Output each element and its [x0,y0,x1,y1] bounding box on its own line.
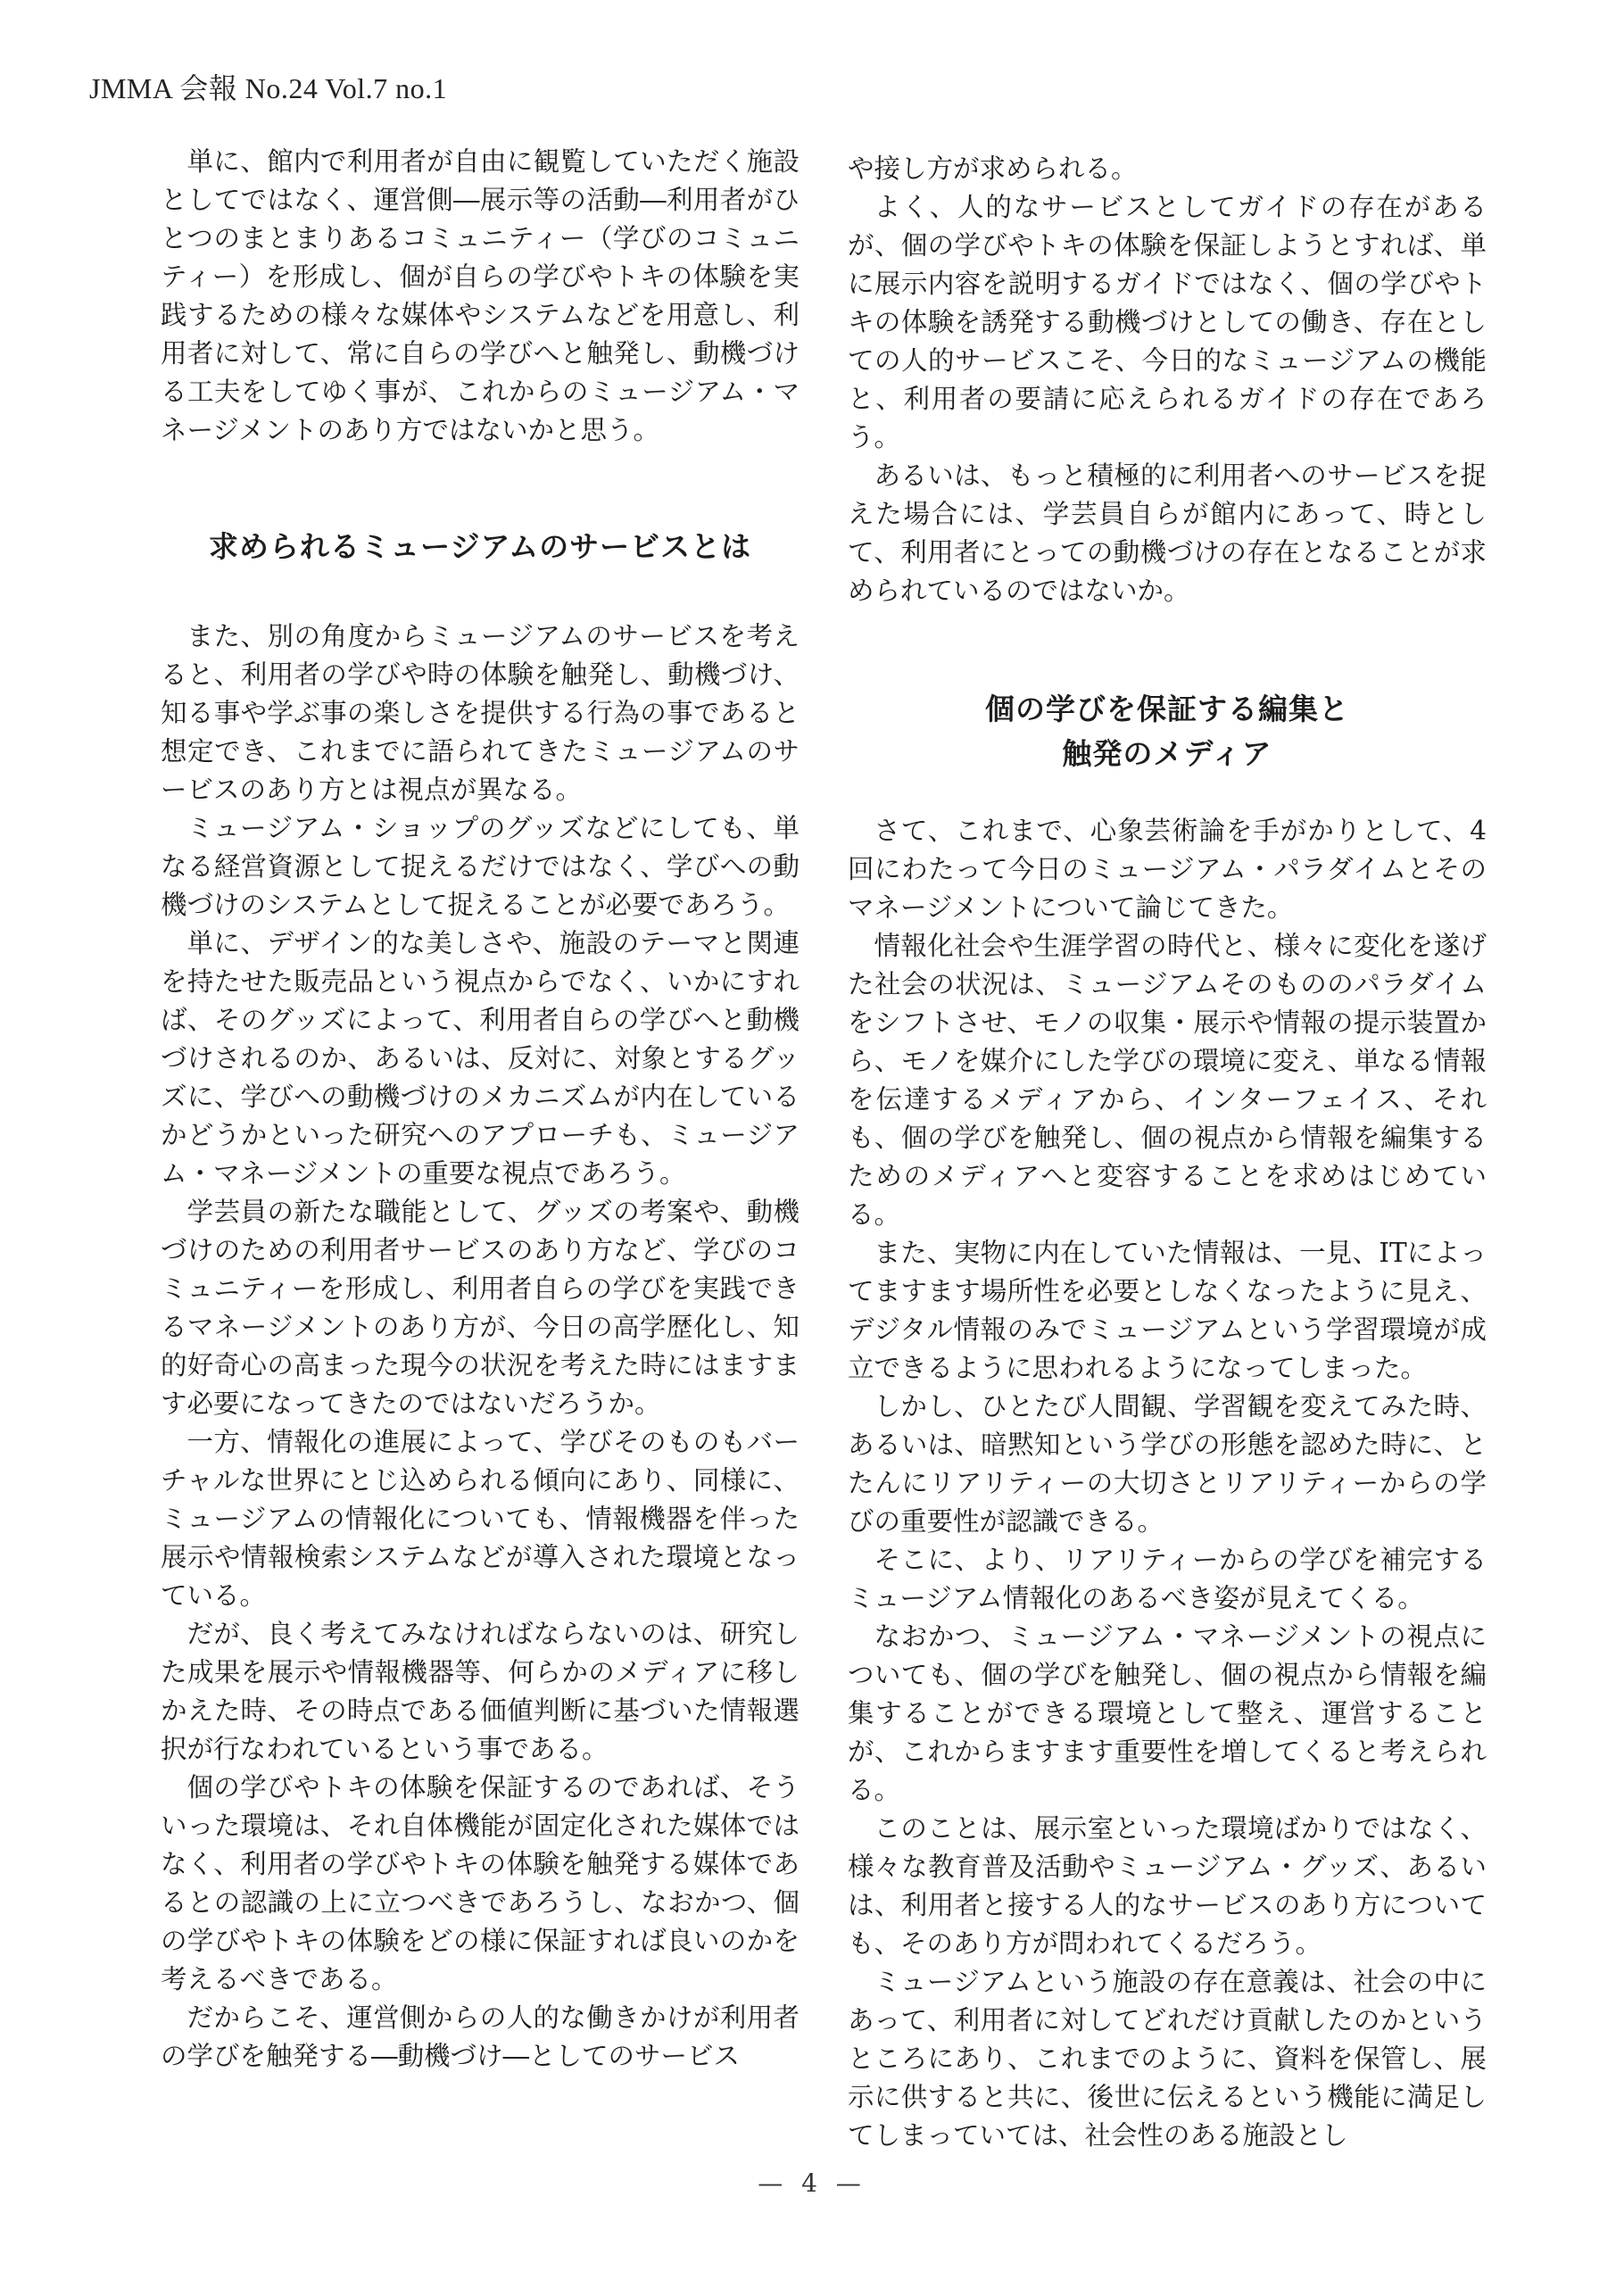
paragraph: だからこそ、運営側からの人的な働きかけが利用者の学びを触発する―動機づけ―としてのサービス [161,2002,800,2071]
section-heading-line-1: 個の学びを保証する編集と [985,692,1349,726]
paragraph: 個の学びやトキの体験を保証するのであれば、そういった環境は、それ自体機能が固定化された媒体ではなく、利用者の学びやトキの体験を触発する媒体であるとの認識の上に立つべきであろうし、なおかつ、個の学びやトキの体験をどの様に保証すれば良いのかを考えるべきである。 [161,1772,800,1994]
paragraph: ミュージアム・ショップのグッズなどにしても、単なる経営資源として捉えるだけではなく、学びへの動機づけのシステムとして捉えることが必要であろう。 [161,813,800,920]
paragraph: だが、良く考えてみなければならないのは、研究した成果を展示や情報機器等、何らかのメディアに移しかえた時、その時点である価値判断に基づいた情報選択が行なわれているという事である。 [161,1619,800,1764]
journal-header: JMMA 会報 No.24 Vol.7 no.1 [89,72,448,104]
left-column [161,143,800,2076]
paragraph: 単に、デザイン的な美しさや、施設のテーマと関連を持たせた販売品という視点からでなく、いかにすれば、そのグッズによって、利用者自らの学びへと動機づけされるのか、あるいは、反対に、対象とするグッズに、学びへの動機づけのメカニズムが内在しているかどうかといった研究へのアプローチも、ミュージアム・マネージメントの重要な視点であろう。 [161,928,800,1189]
paragraph: また、実物に内在していた情報は、一見、ITによってますます場所性を必要としなくなったように見え、デジタル情報のみでミュージアムという学習環境が成立できるように思われるようになってしまった。 [848,1238,1487,1383]
paragraph: ミュージアムという施設の存在意義は、社会の中にあって、利用者に対してどれだけ貢献したのかというところにあり、これまでのように、資料を保管し、展示に供すると共に、後世に伝えるという機能に満足してしまっていては、社会性のある施設とし [848,1967,1487,2151]
paragraph: そこに、より、リアリティーからの学びを補完するミュージアム情報化のあるべき姿が見えてくる。 [848,1545,1487,1613]
paragraph: 単に、館内で利用者が自由に観覧していただく施設としてではなく、運営側―展示等の活動―利用者がひとつのまとまりあるコミュニティー（学びのコミュニティー）を形成し、個が自らの学びやトキの体験を実践するための様々な媒体やシステムなどを用意し、利用者に対して、常に自らの学びへと触発し、動機づける工夫をしてゆく事が、これからのミュージアム・マネージメントのあり方ではないかと思う。 [161,146,800,445]
section-heading-line-2: 触発のメディア [1062,736,1272,771]
paragraph: 一方、情報化の進展によって、学びそのものもバーチャルな世界にとじ込められる傾向にあり、同様に、ミュージアムの情報化についても、情報機器を伴った展示や情報検索システムなどが導入された環境となっている。 [161,1427,800,1611]
paragraph: このことは、展示室といった環境ばかりではなく、様々な教育普及活動やミュージアム・グッズ、あるいは、利用者と接する人的なサービスのあり方についても、そのあり方が問われてくるだろう。 [848,1813,1487,1959]
paragraph: あるいは、もっと積極的に利用者へのサービスを捉えた場合には、学芸員自らが館内にあって、時として、利用者にとっての動機づけの存在となることが求められているのではないか。 [848,460,1487,606]
paragraph: 学芸員の新たな職能として、グッズの考案や、動機づけのための利用者サービスのあり方など、学びのコミュニティーを形成し、利用者自らの学びを実践できるマネージメントのあり方が、今日の高学歴化し、知的好奇心の高まった現今の状況を考えた時にはますます必要になってきたのではないだろうか。 [161,1197,800,1419]
paragraph: なおかつ、ミュージアム・マネージメントの視点についても、個の学びを触発し、個の視点から情報を編集することができる環境として整え、運営することが、これからますます重要性を増してくると考えられる。 [848,1621,1487,1805]
paragraph: 情報化社会や生涯学習の時代と、様々に変化を遂げた社会の状況は、ミュージアムそのもののパラダイムをシフトさせ、モノの収集・展示や情報の提示装置から、モノを媒介にした学びの環境に変え、単なる情報を伝達するメディアから、インターフェイス、それも、個の学びを触発し、個の視点から情報を編集するためのメディアへと変容することを求めはじめている。 [848,931,1487,1230]
section-heading [848,687,1487,776]
paragraph-continued: や接し方が求められる。 [848,153,1138,184]
right-column [848,150,1487,2155]
paragraph: さて、これまで、心象芸術論を手がかりとして、4回にわたって今日のミュージアム・パラダイムとそのマネージメントについて論じてきた。 [848,816,1487,923]
paragraph: また、別の角度からミュージアムのサービスを考えると、利用者の学びや時の体験を触発し、動機づけ、知る事や学ぶ事の楽しさを提供する行為の事であると想定でき、これまでに語られてきたミュージアムのサービスのあり方とは視点が異なる。 [161,621,800,805]
paragraph: しかし、ひとたび人間観、学習観を変えてみた時、あるいは、暗黙知という学びの形態を認めた時に、とたんにリアリティーの大切さとリアリティーからの学びの重要性が認識できる。 [848,1391,1487,1537]
page-number: — 4 — [758,2168,866,2198]
paragraph: よく、人的なサービスとしてガイドの存在があるが、個の学びやトキの体験を保証しようとすれば、単に展示内容を説明するガイドではなく、個の学びやトキの体験を誘発する動機づけとしての働き、存在としての人的サービスこそ、今日的なミュージアムの機能と、利用者の要請に応えられるガイドの存在であろう。 [848,192,1487,452]
section-heading: 求められるミュージアムのサービスとは [208,529,752,564]
